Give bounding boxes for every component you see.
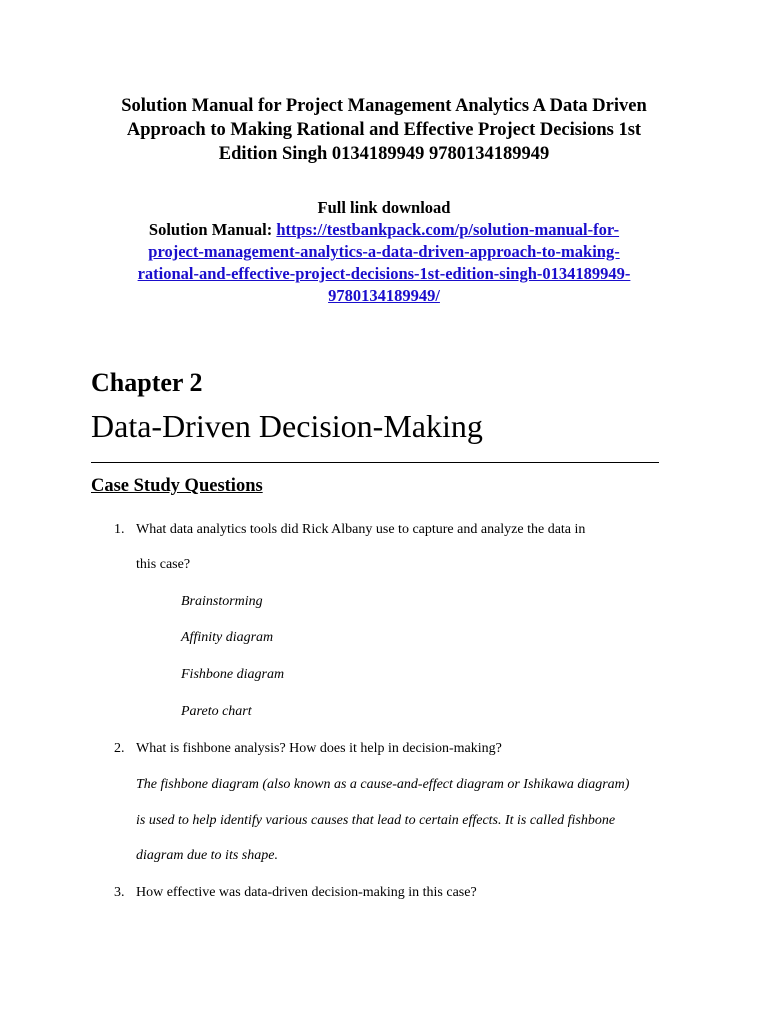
answer-text: diagram due to its shape. xyxy=(136,848,278,863)
chapter-label: Chapter 2 xyxy=(91,368,203,397)
question-text: How effective was data-driven decision-making in this case? xyxy=(136,885,477,900)
answer-text: is used to help identify various causes that lead to certain effects. It is called fishbone xyxy=(136,813,616,828)
answer-text: The fishbone diagram (also known as a cause-and-effect diagram or Ishikawa diagram) xyxy=(136,777,630,792)
chapter-title: Data-Driven Decision-Making xyxy=(91,408,483,444)
question-number: 3. xyxy=(114,885,125,900)
download-link-part-3[interactable]: rational-and-effective-project-decisions-1st-edition-singh-0134189949- xyxy=(137,264,631,283)
download-link-part-2[interactable]: project-management-analytics-a-data-driven-approach-to-making- xyxy=(148,242,620,261)
question-number: 2. xyxy=(114,741,125,756)
title-line: Approach to Making Rational and Effective Project Decisions 1st xyxy=(126,120,642,140)
question-number: 1. xyxy=(114,522,125,537)
answer-item: Pareto chart xyxy=(181,704,252,719)
section-heading: Case Study Questions xyxy=(91,476,263,496)
title-line: Edition Singh 0134189949 9780134189949 xyxy=(218,144,550,164)
question-text: this case? xyxy=(136,557,191,572)
answer-item: Brainstorming xyxy=(181,594,263,609)
download-link-part-1[interactable]: https://testbankpack.com/p/solution-manual-for- xyxy=(276,220,620,239)
question-text: What data analytics tools did Rick Albany use to capture and analyze the data in xyxy=(136,522,586,537)
answer-item: Fishbone diagram xyxy=(181,667,285,682)
download-link-part-4[interactable]: 9780134189949/ xyxy=(328,286,440,305)
question-text: What is fishbone analysis? How does it help in decision-making? xyxy=(136,741,502,756)
full-link-label: Full link download xyxy=(317,198,451,217)
title-line: Solution Manual for Project Management Analytics A Data Driven xyxy=(121,96,647,116)
download-block xyxy=(60,197,708,307)
solution-manual-label: Solution Manual: xyxy=(148,220,273,239)
answer-item: Affinity diagram xyxy=(181,630,274,645)
link-line-1 xyxy=(60,219,708,241)
document-title xyxy=(60,94,708,166)
divider-rule xyxy=(91,462,659,463)
